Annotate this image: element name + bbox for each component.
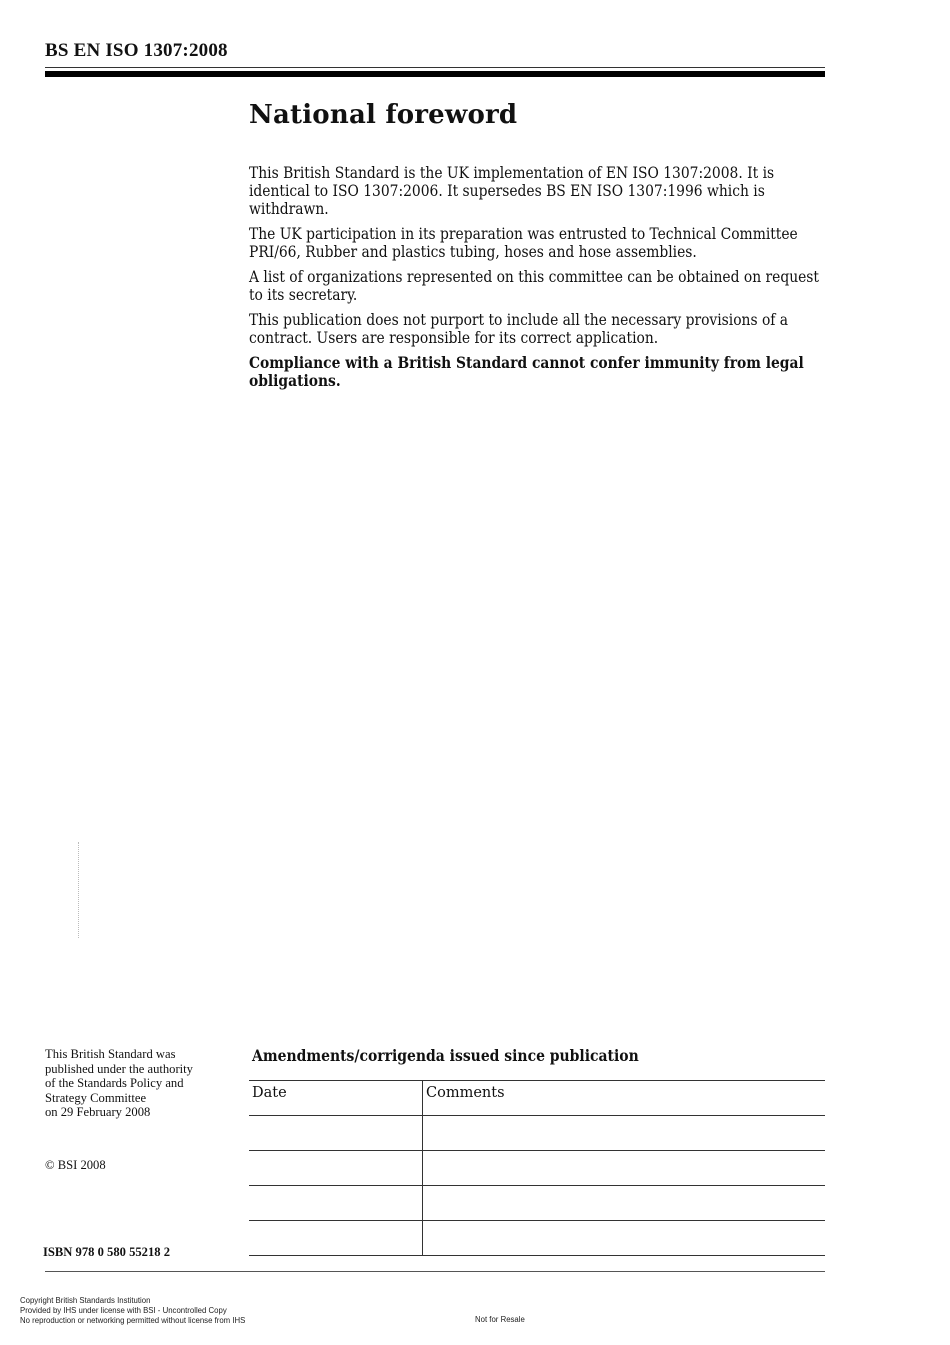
standard-id-header: BS EN ISO 1307:2008 [45, 40, 228, 61]
bsi-copyright: © BSI 2008 [45, 1158, 106, 1172]
foreword-paragraph: This publication does not purport to include all the necessary provisions of a contract. Users are responsible for its correct application. [249, 311, 789, 347]
footer-line: Copyright British Standards Institution [20, 1296, 151, 1305]
publication-info-line: This British Standard was [45, 1047, 176, 1061]
amendments-header-row [249, 1081, 825, 1116]
publication-info-line: Strategy Committee [45, 1090, 147, 1105]
table-row [249, 1221, 825, 1256]
table-cell-comments [423, 1116, 826, 1151]
table-cell-date [249, 1151, 423, 1186]
table-cell-comments [423, 1221, 826, 1256]
table-row [249, 1151, 825, 1186]
table-cell-date [249, 1186, 423, 1221]
table-row [249, 1186, 825, 1221]
footer-license-notice [20, 1296, 245, 1325]
foreword-paragraph: This British Standard is the UK implementation of EN ISO 1307:2008. It is identical to ISO 1307:2006. It supersedes BS EN ISO 1307:1996 which is withdrawn. [249, 164, 775, 218]
table-cell-date [249, 1116, 423, 1151]
column-header-comments: Comments [423, 1081, 826, 1116]
table-cell-comments [423, 1151, 826, 1186]
column-header-date: Date [249, 1081, 423, 1116]
header-divider-thin [45, 67, 825, 68]
isbn: ISBN 978 0 580 55218 2 [43, 1245, 171, 1259]
table-row [249, 1116, 825, 1151]
header-divider-thick [45, 71, 825, 77]
foreword-paragraph: The UK participation in its preparation was entrusted to Technical Committee PRI/66, Rubber and plastics tubing, hoses and hose assemblies. [249, 225, 798, 261]
footer-divider [45, 1271, 825, 1272]
publication-info-line: of the Standards Policy and [45, 1076, 184, 1091]
amendments-title: Amendments/corrigenda issued since publication [252, 1046, 639, 1065]
national-foreword-section [249, 100, 829, 397]
footer-line: No reproduction or networking permitted without license from IHS [20, 1315, 246, 1325]
publication-info-line: on 29 February 2008 [45, 1105, 151, 1120]
compliance-note: Compliance with a British Standard cannot confer immunity from legal obligations. [249, 354, 804, 390]
foreword-paragraph: A list of organizations represented on this committee can be obtained on request to its secretary. [249, 268, 819, 304]
footer-line: Provided by IHS under license with BSI - Uncontrolled Copy [20, 1305, 227, 1315]
publication-info-line: published under the authority [45, 1061, 193, 1076]
table-cell-date [249, 1221, 423, 1256]
foreword-title: National foreword [249, 100, 518, 130]
publication-info [45, 1047, 235, 1120]
not-for-resale-notice: Not for Resale [475, 1315, 525, 1324]
margin-marks [78, 842, 83, 938]
amendments-table [249, 1080, 825, 1256]
table-cell-comments [423, 1186, 826, 1221]
